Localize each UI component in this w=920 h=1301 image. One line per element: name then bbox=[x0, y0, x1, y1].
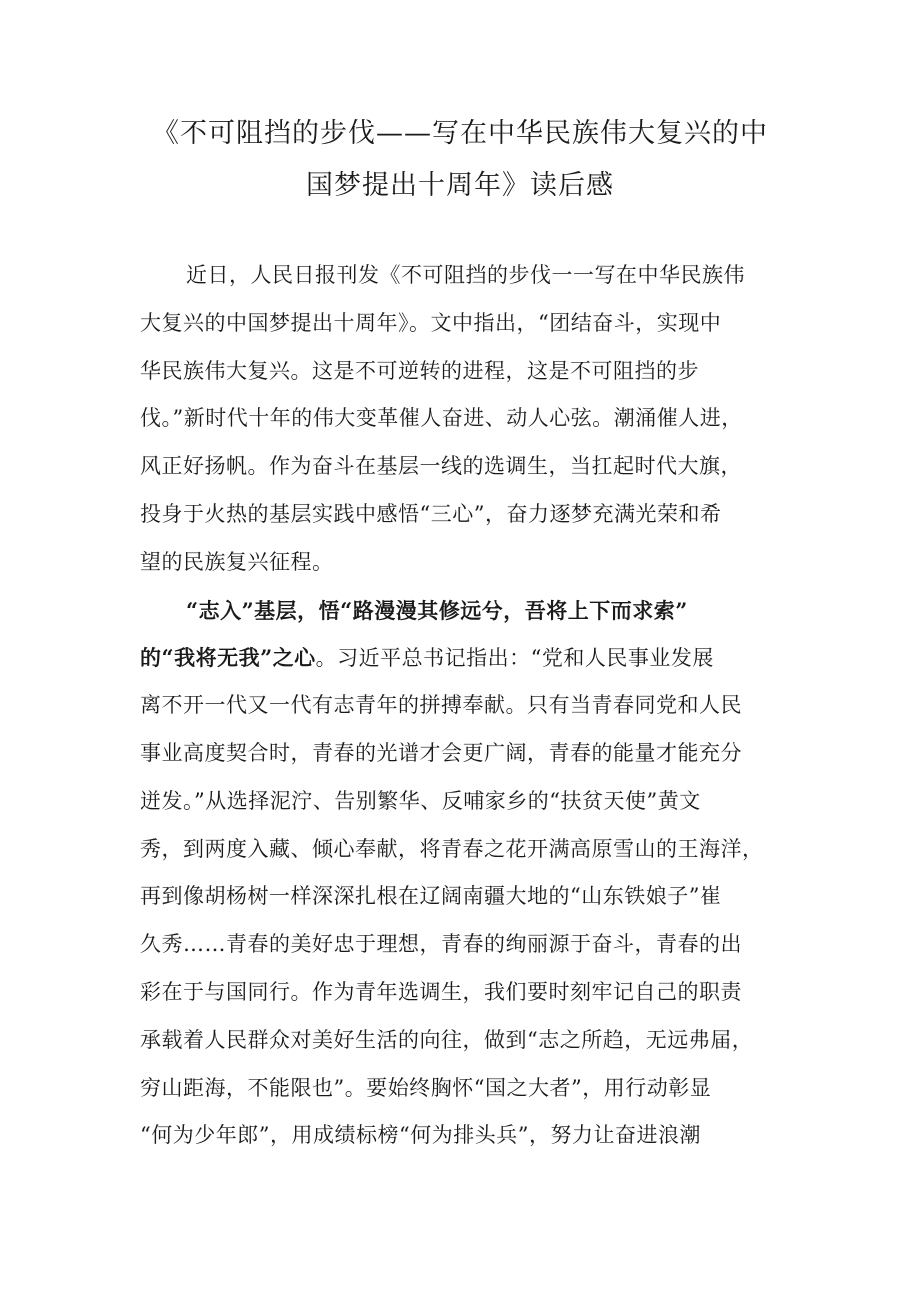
paragraph-line: 久秀……青春的美好忠于理想，青春的绚丽源于奋斗，青春的出 bbox=[140, 932, 742, 957]
paragraph-text: 。习近平总书记指出：“党和人民事业发展 bbox=[315, 646, 714, 671]
paragraph-line: 事业高度契合时，青春的光谱才会更广阔，青春的能量才能充分 bbox=[140, 740, 742, 765]
title-line-2: 国梦提出十周年》读后感 bbox=[306, 170, 614, 201]
paragraph-line bbox=[140, 634, 790, 682]
document-body bbox=[140, 252, 790, 1160]
paragraph-line: 伐。”新时代十年的伟大变革催人奋进、动人心弦。潮涌催人进， bbox=[140, 406, 743, 431]
paragraph-line: 穷山距海，不能限也”。要始终胸怀“国之大者”，用行动彰显 bbox=[140, 1075, 712, 1100]
paragraph-line: 迸发。”从选择泥泞、告别繁华、反哺家乡的“扶贫天使”黄文 bbox=[140, 788, 701, 813]
paragraph-line: 秀，到两度入藏、倾心奉献，将青春之花开满高原雪山的王海洋， bbox=[140, 836, 764, 861]
section-heading-end: 的“我将无我”之心 bbox=[140, 645, 316, 671]
paragraph-1 bbox=[140, 252, 790, 587]
paragraph-line: 离不开一代又一代有志青年的拼搏奉献。只有当青春同党和人民 bbox=[140, 693, 742, 718]
paragraph-2 bbox=[140, 587, 790, 1161]
paragraph-line: 华民族伟大复兴。这是不可逆转的进程，这是不可阻挡的步 bbox=[140, 358, 699, 383]
paragraph-line: 风正好扬帆。作为奋斗在基层一线的选调生，当扛起时代大旗， bbox=[140, 454, 742, 479]
document-title bbox=[120, 108, 800, 212]
paragraph-line: 大复兴的中国梦提出十周年》。文中指出，“团结奋斗，实现中 bbox=[140, 310, 722, 335]
title-line-1: 《不可阻挡的步伐——写在中华民族伟大复兴的中 bbox=[152, 118, 768, 149]
paragraph-line: 承载着人民群众对美好生活的向往，做到“志之所趋，无远弗届， bbox=[140, 1027, 754, 1052]
paragraph-line: 投身于火热的基层实践中感悟“三心”，奋力逐梦充满光荣和希 bbox=[140, 501, 722, 526]
section-heading: “志入”基层，悟“路漫漫其修远兮，吾将上下而求索” bbox=[186, 597, 688, 623]
paragraph-line: 彩在于与国同行。作为青年选调生，我们要时刻牢记自己的职责 bbox=[140, 979, 742, 1004]
paragraph-line: 再到像胡杨树一样深深扎根在辽阔南疆大地的“山东铁娘子”崔 bbox=[140, 884, 722, 909]
paragraph-line: 近日，人民日报刊发《不可阻挡的步伐一一写在中华民族伟 bbox=[186, 263, 745, 287]
paragraph-line: 望的民族复兴征程。 bbox=[140, 549, 334, 574]
paragraph-line: “何为少年郎”，用成绩标榜“何为排头兵”，努力让奋进浪潮 bbox=[140, 1123, 701, 1148]
